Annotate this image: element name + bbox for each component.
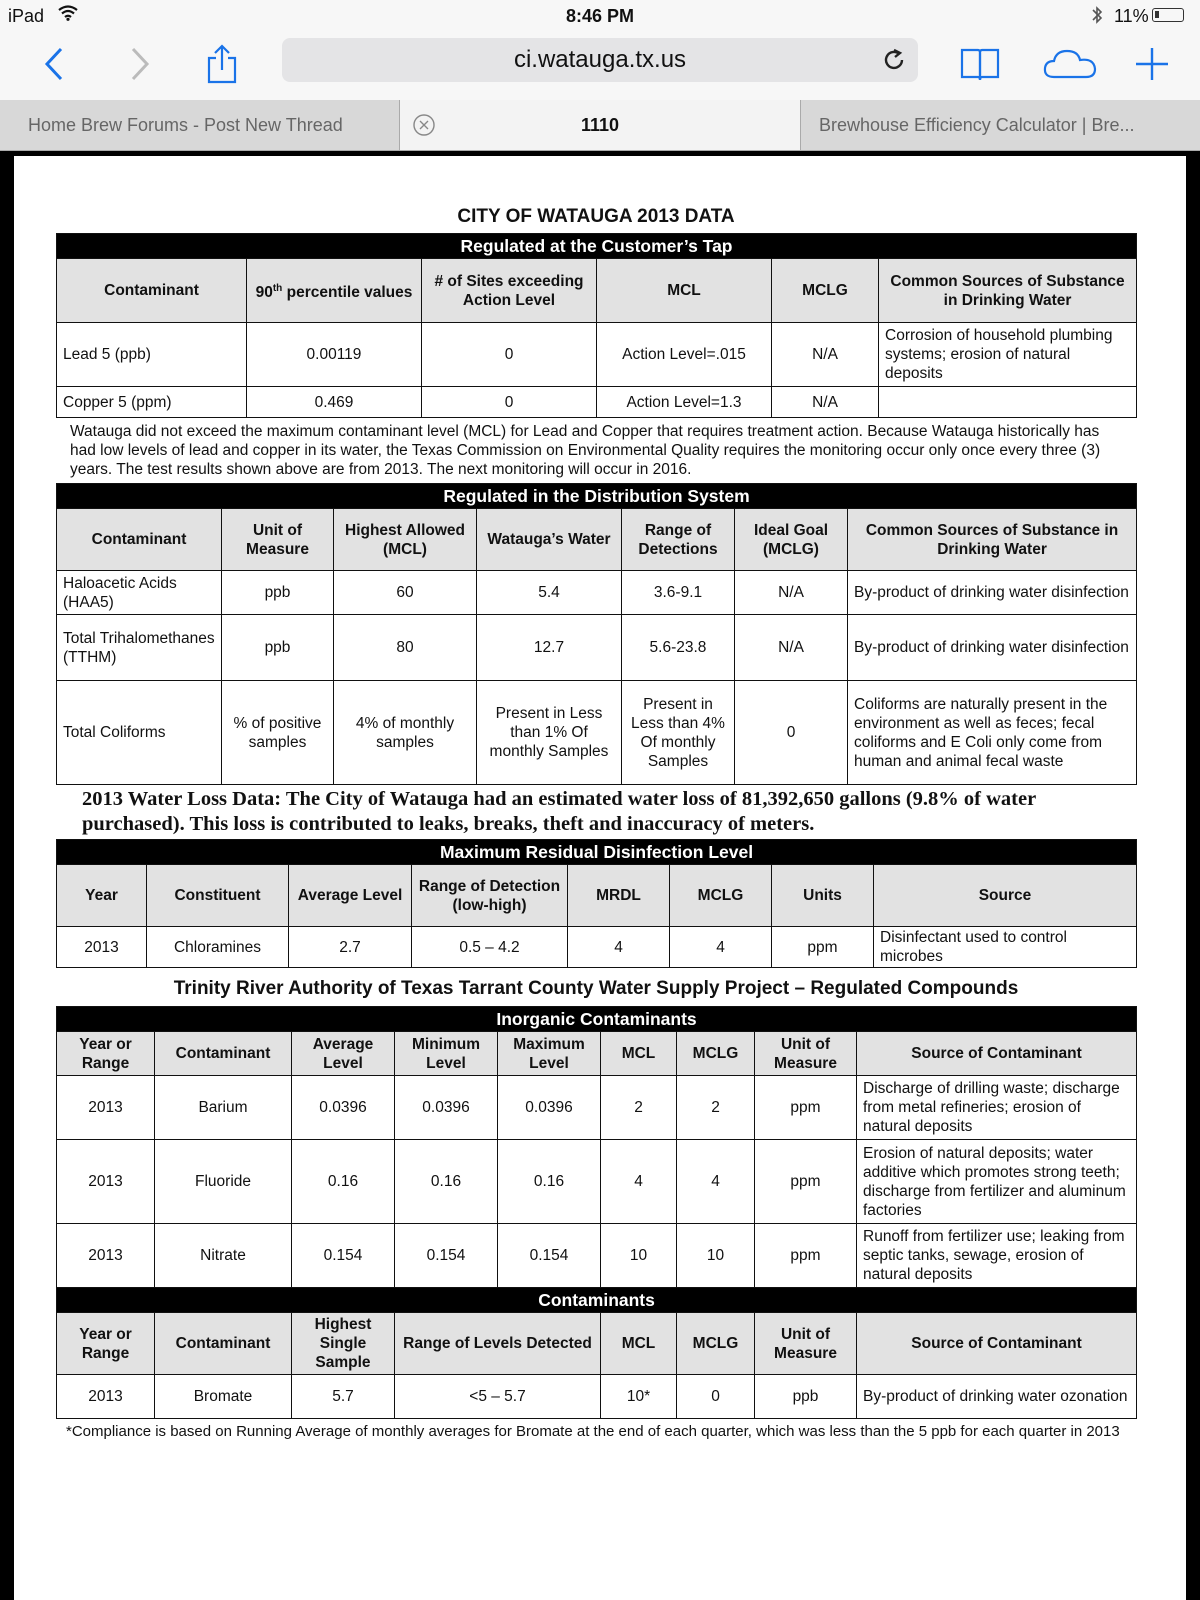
table-cell: ppm bbox=[755, 1076, 857, 1140]
table-cell: 0.154 bbox=[395, 1224, 498, 1288]
book-icon bbox=[959, 46, 1001, 82]
table-cell: 0.16 bbox=[498, 1140, 601, 1224]
tra-section-title: Trinity River Authority of Texas Tarrant County Water Supply Project – Regulated Compounds bbox=[173, 978, 1019, 999]
tab-bar bbox=[0, 100, 1200, 151]
table-row bbox=[57, 615, 1137, 681]
table-row bbox=[57, 387, 1137, 418]
table-cell: ppb bbox=[755, 1375, 857, 1419]
table-cell bbox=[879, 387, 1137, 418]
battery-icon bbox=[1152, 8, 1184, 22]
chevron-left-icon bbox=[42, 46, 66, 82]
col-header: Contaminant bbox=[57, 259, 247, 323]
table-cell: 0.5 – 4.2 bbox=[412, 927, 568, 968]
col-header: Unit of Measure bbox=[755, 1032, 857, 1076]
col-header: MRDL bbox=[568, 865, 670, 927]
table-cell: ppm bbox=[755, 1224, 857, 1288]
table-cell: Disinfectant used to control microbes bbox=[874, 927, 1137, 968]
tap-note: Watauga did not exceed the maximum contaminant level (MCL) for Lead and Copper that requires treatment action. Because Watauga historically has had low levels of lead and copper in its water, the Texas Commission on Environmental Quality requires the monitoring occur only once every three (3) years. The test results shown above are from 2013. The next monitoring will occur in 2016. bbox=[70, 423, 1101, 478]
table-cell: 5.4 bbox=[477, 571, 622, 615]
tab-label: Home Brew Forums - Post New Thread bbox=[28, 114, 343, 135]
col-header: MCL bbox=[597, 259, 772, 323]
table-cell: Fluoride bbox=[155, 1140, 292, 1224]
table-cell: 2013 bbox=[57, 1375, 155, 1419]
tab-label: Brewhouse Efficiency Calculator | Bre... bbox=[819, 114, 1135, 135]
table-row bbox=[57, 1076, 1137, 1140]
table-cell: 2 bbox=[601, 1076, 677, 1140]
table-cell: 0 bbox=[735, 681, 848, 785]
table-cell: By-product of drinking water disinfection bbox=[848, 571, 1137, 615]
table-cell: 0.16 bbox=[292, 1140, 395, 1224]
table-cell: 0.0396 bbox=[395, 1076, 498, 1140]
table-cell: 10 bbox=[601, 1224, 677, 1288]
tab-active[interactable] bbox=[400, 100, 800, 150]
plus-icon bbox=[1134, 46, 1170, 82]
status-bar bbox=[0, 0, 1200, 32]
table-band: Regulated in the Distribution System bbox=[57, 484, 1137, 509]
reload-icon bbox=[882, 48, 906, 72]
col-header: Highest Allowed (MCL) bbox=[334, 509, 477, 571]
table-row bbox=[57, 323, 1137, 387]
table-cell: 0.16 bbox=[395, 1140, 498, 1224]
document-content bbox=[56, 206, 1136, 1444]
table-cell: 2.7 bbox=[289, 927, 412, 968]
col-header: MCLG bbox=[677, 1313, 755, 1375]
browser-toolbar bbox=[0, 32, 1200, 100]
table-cell: By-product of drinking water ozonation bbox=[857, 1375, 1137, 1419]
table-cell: Erosion of natural deposits; water additive which promotes strong teeth; discharge from fertilizer and aluminum factories bbox=[857, 1140, 1137, 1224]
col-header: MCL bbox=[601, 1032, 677, 1076]
table-row bbox=[57, 1140, 1137, 1224]
table-cell: 3.6-9.1 bbox=[622, 571, 735, 615]
col-header: Unit of Measure bbox=[755, 1313, 857, 1375]
new-tab-button[interactable] bbox=[1130, 42, 1174, 86]
col-header: Source of Contaminant bbox=[857, 1032, 1137, 1076]
table-header bbox=[57, 509, 1137, 571]
table-cell: 0.0396 bbox=[498, 1076, 601, 1140]
bluetooth-icon bbox=[1090, 5, 1104, 25]
table-cell: 12.7 bbox=[477, 615, 622, 681]
table-cell: Copper 5 (ppm) bbox=[57, 387, 247, 418]
table-cell: Nitrate bbox=[155, 1224, 292, 1288]
carrier-label: iPad bbox=[8, 6, 45, 26]
battery-percent: 11% bbox=[1114, 6, 1149, 26]
table-cell: 10* bbox=[601, 1375, 677, 1419]
table-cell: 0 bbox=[677, 1375, 755, 1419]
table-header bbox=[57, 865, 1137, 927]
col-header: # of Sites exceeding Action Level bbox=[422, 259, 597, 323]
table-row bbox=[57, 681, 1137, 785]
table-cell: Action Level=.015 bbox=[597, 323, 772, 387]
bookmarks-button[interactable] bbox=[958, 42, 1002, 86]
table-cell: 60 bbox=[334, 571, 477, 615]
inorganic-table bbox=[56, 1006, 1137, 1419]
clock: 8:46 PM bbox=[565, 6, 635, 26]
table-row bbox=[57, 927, 1137, 968]
document-title: CITY OF WATAUGA 2013 DATA bbox=[457, 206, 735, 227]
table-cell: 10 bbox=[677, 1224, 755, 1288]
reload-button[interactable] bbox=[878, 44, 910, 76]
table-cell: 0 bbox=[422, 323, 597, 387]
table-cell: 4 bbox=[568, 927, 670, 968]
table-cell: 0.469 bbox=[247, 387, 422, 418]
col-header: Common Sources of Substance in Drinking Water bbox=[848, 509, 1137, 571]
table-cell: Barium bbox=[155, 1076, 292, 1140]
document-viewport[interactable] bbox=[14, 156, 1186, 1600]
tab-label: 1110 bbox=[580, 114, 620, 135]
table-cell: 80 bbox=[334, 615, 477, 681]
col-header: 90th percentile values bbox=[247, 259, 422, 323]
close-icon[interactable] bbox=[412, 113, 436, 137]
back-button[interactable] bbox=[32, 42, 76, 86]
table-cell: 5.7 bbox=[292, 1375, 395, 1419]
table-band: Inorganic Contaminants bbox=[57, 1007, 1137, 1032]
col-header: Average Level bbox=[292, 1032, 395, 1076]
table-cell: Chloramines bbox=[147, 927, 289, 968]
mrdl-table bbox=[56, 839, 1137, 968]
table-cell: 2013 bbox=[57, 927, 147, 968]
col-header: Minimum Level bbox=[395, 1032, 498, 1076]
col-header: Range of Detection (low-high) bbox=[412, 865, 568, 927]
table-cell: 0.00119 bbox=[247, 323, 422, 387]
forward-button[interactable] bbox=[118, 42, 162, 86]
col-header: Constituent bbox=[147, 865, 289, 927]
col-header: Contaminant bbox=[57, 509, 222, 571]
col-header: Range of Levels Detected bbox=[395, 1313, 601, 1375]
distribution-table bbox=[56, 483, 1137, 785]
table-cell: Discharge of drilling waste; discharge from metal refineries; erosion of natural deposits bbox=[857, 1076, 1137, 1140]
col-header: MCLG bbox=[772, 259, 879, 323]
table-cell: ppb bbox=[222, 615, 334, 681]
table-cell: 2013 bbox=[57, 1224, 155, 1288]
table-cell: N/A bbox=[772, 387, 879, 418]
table-cell: % of positive samples bbox=[222, 681, 334, 785]
col-header: Units bbox=[772, 865, 874, 927]
col-header: Year bbox=[57, 865, 147, 927]
table-cell: ppm bbox=[772, 927, 874, 968]
icloud-tabs-button[interactable] bbox=[1040, 42, 1100, 86]
table-cell: 0.154 bbox=[498, 1224, 601, 1288]
table-cell: N/A bbox=[735, 615, 848, 681]
col-header: Year or Range bbox=[57, 1313, 155, 1375]
col-header: Contaminant bbox=[155, 1032, 292, 1076]
table-cell: Lead 5 (ppb) bbox=[57, 323, 247, 387]
col-header: Watauga’s Water bbox=[477, 509, 622, 571]
table-cell: 0 bbox=[422, 387, 597, 418]
table-header bbox=[57, 1032, 1137, 1076]
bromate-footnote: *Compliance is based on Running Average of monthly averages for Bromate at the end of each quarter, which was less than the 5 ppb for each quarter in 2013 bbox=[66, 1423, 1120, 1440]
table-cell: 2013 bbox=[57, 1140, 155, 1224]
table-cell: 4% of monthly samples bbox=[334, 681, 477, 785]
col-header: MCL bbox=[601, 1313, 677, 1375]
table-cell: Corrosion of household plumbing systems; erosion of natural deposits bbox=[879, 323, 1137, 387]
table-cell: 2013 bbox=[57, 1076, 155, 1140]
col-header: Unit of Measure bbox=[222, 509, 334, 571]
col-header: Highest Single Sample bbox=[292, 1313, 395, 1375]
table-cell: N/A bbox=[735, 571, 848, 615]
table-band: Regulated at the Customer’s Tap bbox=[57, 234, 1137, 259]
table-cell: N/A bbox=[772, 323, 879, 387]
address-bar[interactable] bbox=[282, 38, 918, 82]
col-header: Source bbox=[874, 865, 1137, 927]
table-band: Maximum Residual Disinfection Level bbox=[57, 840, 1137, 865]
tap-table bbox=[56, 233, 1137, 418]
table-cell: By-product of drinking water disinfection bbox=[848, 615, 1137, 681]
col-header: Ideal Goal (MCLG) bbox=[735, 509, 848, 571]
table-cell: 0.154 bbox=[292, 1224, 395, 1288]
share-icon bbox=[205, 44, 239, 84]
table-row bbox=[57, 571, 1137, 615]
table-cell: ppb bbox=[222, 571, 334, 615]
url-text: ci.watauga.tx.us bbox=[513, 46, 687, 73]
share-button[interactable] bbox=[200, 42, 244, 86]
col-header: Source of Contaminant bbox=[857, 1313, 1137, 1375]
col-header: Range of Detections bbox=[622, 509, 735, 571]
table-cell: <5 – 5.7 bbox=[395, 1375, 601, 1419]
table-cell: 0.0396 bbox=[292, 1076, 395, 1140]
table-cell: Haloacetic Acids (HAA5) bbox=[57, 571, 222, 615]
col-header: MCLG bbox=[670, 865, 772, 927]
tab-brewhouse-calculator[interactable] bbox=[800, 100, 1200, 150]
table-cell: Total Trihalomethanes (TTHM) bbox=[57, 615, 222, 681]
col-header: Year or Range bbox=[57, 1032, 155, 1076]
table-cell: Runoff from fertilizer use; leaking from septic tanks, sewage, erosion of natural deposits bbox=[857, 1224, 1137, 1288]
table-header bbox=[57, 1313, 1137, 1375]
table-cell: 2 bbox=[677, 1076, 755, 1140]
col-header: MCLG bbox=[677, 1032, 755, 1076]
table-row bbox=[57, 1224, 1137, 1288]
table-cell: ppm bbox=[755, 1140, 857, 1224]
table-band: Contaminants bbox=[57, 1288, 1137, 1313]
table-cell: 5.6-23.8 bbox=[622, 615, 735, 681]
col-header: Maximum Level bbox=[498, 1032, 601, 1076]
water-loss-statement: 2013 Water Loss Data: The City of Watauga had an estimated water loss of 81,392,650 gallons (9.8% of water purchased). This loss is contributed to leaks, breaks, theft and inaccuracy of meters. bbox=[82, 788, 1036, 835]
table-header bbox=[57, 259, 1137, 323]
table-cell: Total Coliforms bbox=[57, 681, 222, 785]
table-cell: Action Level=1.3 bbox=[597, 387, 772, 418]
table-cell: 4 bbox=[677, 1140, 755, 1224]
table-cell: 4 bbox=[670, 927, 772, 968]
table-cell: Coliforms are naturally present in the environment as well as feces; fecal coliforms and E Coli only come from human and animal fecal waste bbox=[848, 681, 1137, 785]
table-cell: Present in Less than 1% Of monthly Samples bbox=[477, 681, 622, 785]
col-header: Average Level bbox=[289, 865, 412, 927]
table-row bbox=[57, 1375, 1137, 1419]
table-cell: Present in Less than 4% Of monthly Samples bbox=[622, 681, 735, 785]
chevron-right-icon bbox=[128, 46, 152, 82]
tab-home-brew-forums[interactable] bbox=[0, 100, 400, 150]
cloud-icon bbox=[1042, 47, 1098, 81]
table-cell: Bromate bbox=[155, 1375, 292, 1419]
col-header: Contaminant bbox=[155, 1313, 292, 1375]
table-cell: 4 bbox=[601, 1140, 677, 1224]
col-header: Common Sources of Substance in Drinking Water bbox=[879, 259, 1137, 323]
